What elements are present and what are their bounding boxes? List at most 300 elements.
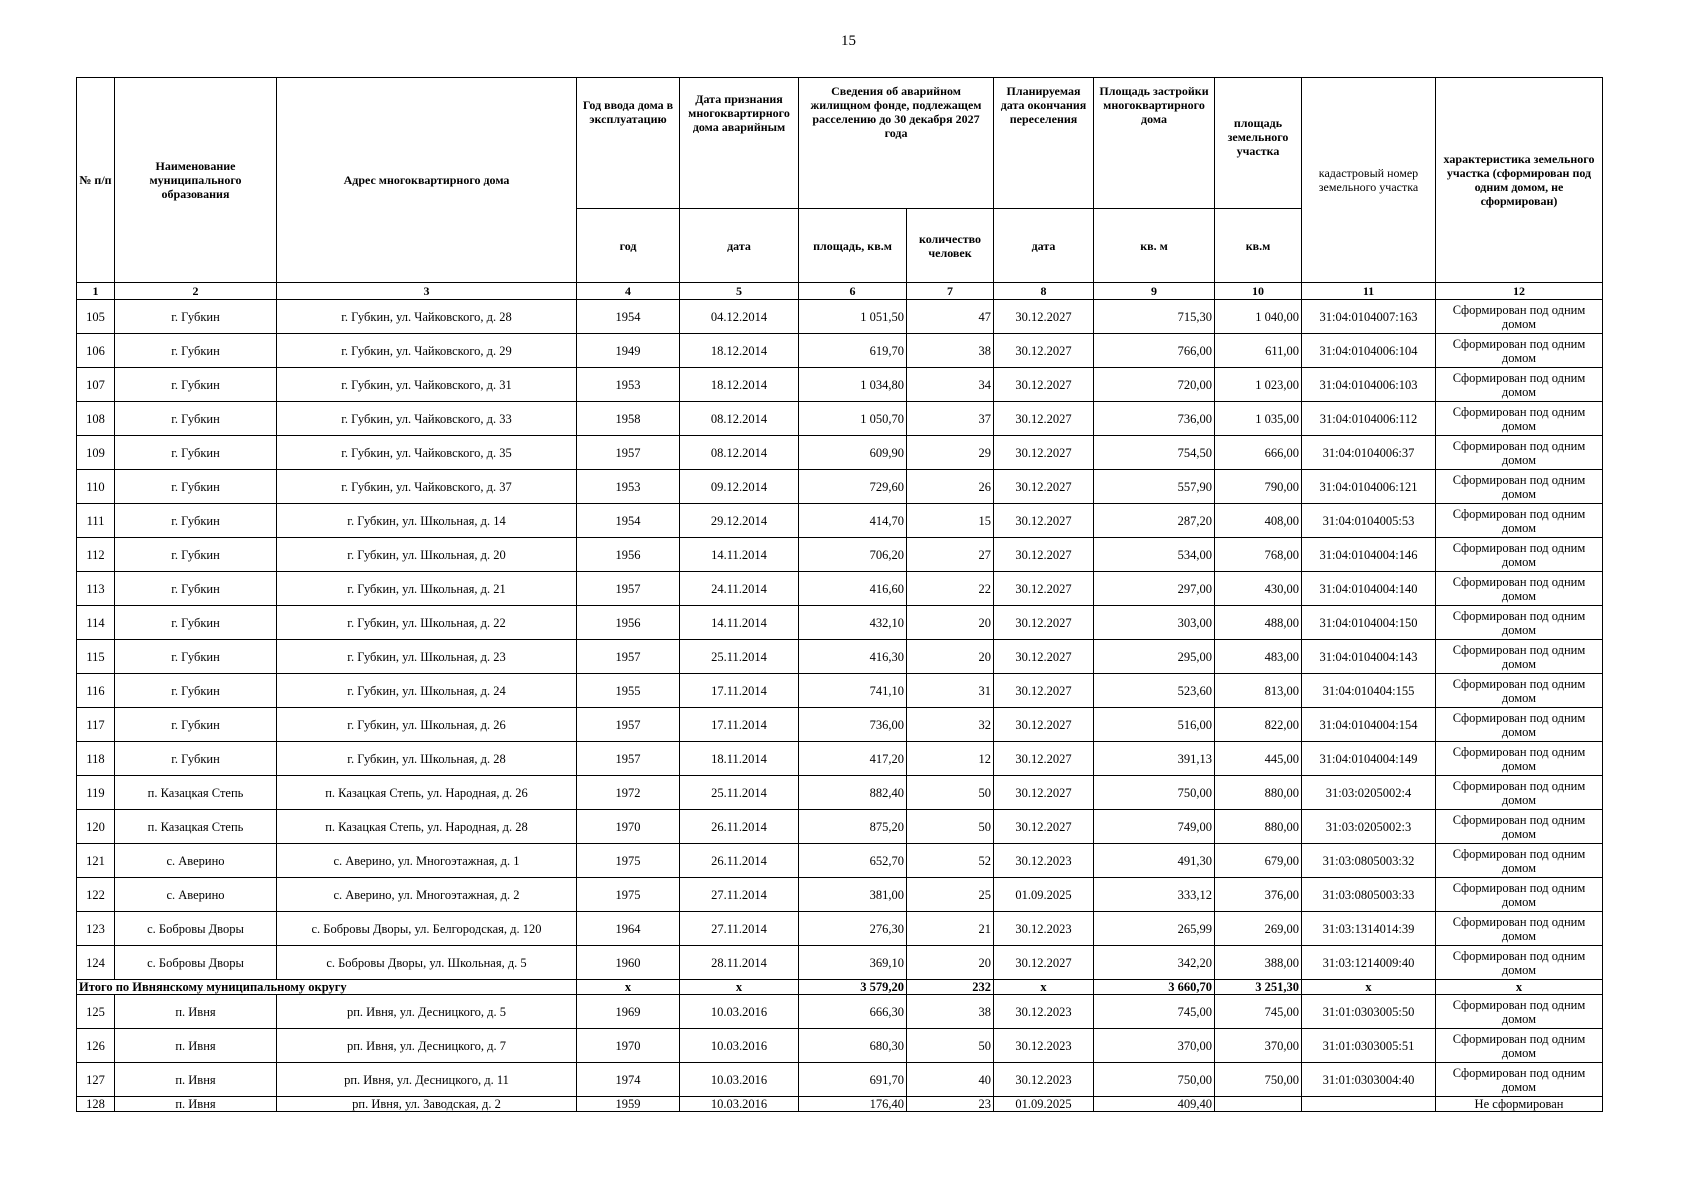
cell-no: 123 <box>77 912 115 946</box>
cell-cadastral: 31:03:0205002:3 <box>1302 810 1436 844</box>
column-number: 11 <box>1302 283 1436 300</box>
cell-building-area: 534,00 <box>1094 538 1215 572</box>
cell-land-character: Сформирован под одним домом <box>1436 1063 1603 1097</box>
cell-address: п. Казацкая Степь, ул. Народная, д. 28 <box>277 810 577 844</box>
cell-people: 40 <box>907 1063 994 1097</box>
cell-year: 1958 <box>577 402 680 436</box>
cell-recognition-date: 10.03.2016 <box>680 995 799 1029</box>
column-number: 9 <box>1094 283 1215 300</box>
cell-year: 1956 <box>577 538 680 572</box>
cell-land-character: Сформирован под одним домом <box>1436 606 1603 640</box>
cell-area: 1 034,80 <box>799 368 907 402</box>
cell-building-area: 303,00 <box>1094 606 1215 640</box>
cell-municipality: г. Губкин <box>115 368 277 402</box>
cell-people: 22 <box>907 572 994 606</box>
cell-recognition-date: 25.11.2014 <box>680 640 799 674</box>
column-number: 3 <box>277 283 577 300</box>
cell-land-area <box>1215 1097 1302 1112</box>
cell-people: 23 <box>907 1097 994 1112</box>
table-row <box>77 572 1603 606</box>
cell-no: 106 <box>77 334 115 368</box>
column-number: 1 <box>77 283 115 300</box>
table-row <box>77 674 1603 708</box>
cell-recognition-date: 10.03.2016 <box>680 1063 799 1097</box>
header-recognition-date: Дата признания многоквартирного дома аварийным <box>680 78 799 209</box>
subheader-people: количество человек <box>907 209 994 283</box>
cell-municipality: п. Ивня <box>115 995 277 1029</box>
cell-address: рп. Ивня, ул. Заводская, д. 2 <box>277 1097 577 1112</box>
cell-people: 47 <box>907 300 994 334</box>
cell-cadastral: 31:03:1214009:40 <box>1302 946 1436 980</box>
cell-address: с. Бобровы Дворы, ул. Школьная, д. 5 <box>277 946 577 980</box>
cell-area: 729,60 <box>799 470 907 504</box>
column-number: 5 <box>680 283 799 300</box>
cell-address: с. Аверино, ул. Многоэтажная, д. 1 <box>277 844 577 878</box>
cell-recognition-date: 04.12.2014 <box>680 300 799 334</box>
cell-land-character: Сформирован под одним домом <box>1436 844 1603 878</box>
cell-people: 20 <box>907 946 994 980</box>
cell-land-area: 1 035,00 <box>1215 402 1302 436</box>
cell-land-character: Сформирован под одним домом <box>1436 368 1603 402</box>
cell-recognition-date: 26.11.2014 <box>680 844 799 878</box>
header-land-area: площадь земельного участка <box>1215 78 1302 209</box>
cell-no: 125 <box>77 995 115 1029</box>
cell-cadastral: 31:04:0104004:150 <box>1302 606 1436 640</box>
cell-people: 12 <box>907 742 994 776</box>
cell-recognition-date: 10.03.2016 <box>680 1097 799 1112</box>
cell-recognition-date: 17.11.2014 <box>680 708 799 742</box>
table-last-section <box>77 1097 1603 1112</box>
cell-area: 666,30 <box>799 995 907 1029</box>
cell-cadastral: 31:04:0104004:154 <box>1302 708 1436 742</box>
cell-no: 126 <box>77 1029 115 1063</box>
table-body-section-2 <box>77 995 1603 1097</box>
cell-people: 50 <box>907 776 994 810</box>
cell-year: 1953 <box>577 368 680 402</box>
column-number: 12 <box>1436 283 1603 300</box>
cell-people: 26 <box>907 470 994 504</box>
cell-address: г. Губкин, ул. Чайковского, д. 35 <box>277 436 577 470</box>
header-year: Год ввода дома в эксплуатацию <box>577 78 680 209</box>
table-body-section-1 <box>77 300 1603 980</box>
total-year: х <box>577 980 680 995</box>
cell-building-area: 287,20 <box>1094 504 1215 538</box>
cell-address: г. Губкин, ул. Школьная, д. 14 <box>277 504 577 538</box>
cell-area: 706,20 <box>799 538 907 572</box>
cell-area: 619,70 <box>799 334 907 368</box>
subheader-planned-date: дата <box>994 209 1094 283</box>
cell-year: 1969 <box>577 995 680 1029</box>
cell-municipality: г. Губкин <box>115 538 277 572</box>
cell-municipality: п. Ивня <box>115 1097 277 1112</box>
cell-land-area: 666,00 <box>1215 436 1302 470</box>
column-number: 7 <box>907 283 994 300</box>
cell-area: 652,70 <box>799 844 907 878</box>
cell-area: 1 051,50 <box>799 300 907 334</box>
cell-planned-date: 30.12.2027 <box>994 368 1094 402</box>
cell-year: 1956 <box>577 606 680 640</box>
cell-area: 691,70 <box>799 1063 907 1097</box>
cell-cadastral: 31:01:0303005:51 <box>1302 1029 1436 1063</box>
cell-planned-date: 30.12.2027 <box>994 640 1094 674</box>
cell-land-area: 370,00 <box>1215 1029 1302 1063</box>
cell-address: г. Губкин, ул. Школьная, д. 20 <box>277 538 577 572</box>
cell-planned-date: 30.12.2027 <box>994 708 1094 742</box>
cell-no: 119 <box>77 776 115 810</box>
cell-planned-date: 30.12.2027 <box>994 300 1094 334</box>
cell-building-area: 715,30 <box>1094 300 1215 334</box>
cell-cadastral: 31:03:1314014:39 <box>1302 912 1436 946</box>
cell-area: 741,10 <box>799 674 907 708</box>
table-row <box>77 844 1603 878</box>
cell-planned-date: 30.12.2027 <box>994 572 1094 606</box>
cell-no: 127 <box>77 1063 115 1097</box>
cell-land-area: 269,00 <box>1215 912 1302 946</box>
column-number: 10 <box>1215 283 1302 300</box>
column-number: 2 <box>115 283 277 300</box>
cell-recognition-date: 09.12.2014 <box>680 470 799 504</box>
cell-cadastral: 31:04:0104004:143 <box>1302 640 1436 674</box>
cell-municipality: г. Губкин <box>115 708 277 742</box>
cell-year: 1970 <box>577 1029 680 1063</box>
cell-address: с. Бобровы Дворы, ул. Белгородская, д. 120 <box>277 912 577 946</box>
table-row <box>77 368 1603 402</box>
cell-area: 432,10 <box>799 606 907 640</box>
column-number: 4 <box>577 283 680 300</box>
table-row <box>77 504 1603 538</box>
cell-planned-date: 30.12.2027 <box>994 946 1094 980</box>
cell-land-character: Сформирован под одним домом <box>1436 504 1603 538</box>
cell-land-area: 790,00 <box>1215 470 1302 504</box>
cell-cadastral: 31:04:0104006:112 <box>1302 402 1436 436</box>
cell-cadastral: 31:04:0104006:103 <box>1302 368 1436 402</box>
cell-municipality: с. Аверино <box>115 844 277 878</box>
cell-people: 25 <box>907 878 994 912</box>
table-row <box>77 334 1603 368</box>
cell-municipality: г. Губкин <box>115 402 277 436</box>
cell-cadastral: 31:04:0104004:146 <box>1302 538 1436 572</box>
cell-planned-date: 30.12.2027 <box>994 674 1094 708</box>
cell-address: г. Губкин, ул. Чайковского, д. 31 <box>277 368 577 402</box>
cell-address: г. Губкин, ул. Чайковского, д. 29 <box>277 334 577 368</box>
cell-building-area: 370,00 <box>1094 1029 1215 1063</box>
cell-year: 1954 <box>577 300 680 334</box>
cell-people: 20 <box>907 640 994 674</box>
cell-recognition-date: 25.11.2014 <box>680 776 799 810</box>
total-cadastral: х <box>1302 980 1436 995</box>
cell-area: 1 050,70 <box>799 402 907 436</box>
cell-planned-date: 30.12.2027 <box>994 776 1094 810</box>
cell-building-area: 409,40 <box>1094 1097 1215 1112</box>
cell-area: 875,20 <box>799 810 907 844</box>
cell-no: 114 <box>77 606 115 640</box>
cell-land-area: 445,00 <box>1215 742 1302 776</box>
cell-cadastral: 31:04:0104004:149 <box>1302 742 1436 776</box>
cell-recognition-date: 27.11.2014 <box>680 878 799 912</box>
cell-year: 1954 <box>577 504 680 538</box>
cell-land-character: Сформирован под одним домом <box>1436 708 1603 742</box>
cell-area: 882,40 <box>799 776 907 810</box>
cell-planned-date: 30.12.2023 <box>994 844 1094 878</box>
table-row <box>77 810 1603 844</box>
cell-municipality: г. Губкин <box>115 674 277 708</box>
cell-cadastral: 31:04:0104007:163 <box>1302 300 1436 334</box>
cell-municipality: с. Бобровы Дворы <box>115 946 277 980</box>
cell-no: 124 <box>77 946 115 980</box>
cell-cadastral: 31:01:0303004:40 <box>1302 1063 1436 1097</box>
cell-area: 736,00 <box>799 708 907 742</box>
cell-land-character: Сформирован под одним домом <box>1436 402 1603 436</box>
total-row <box>77 980 1603 995</box>
cell-land-area: 822,00 <box>1215 708 1302 742</box>
cell-address: рп. Ивня, ул. Десницкого, д. 7 <box>277 1029 577 1063</box>
cell-planned-date: 30.12.2027 <box>994 504 1094 538</box>
cell-year: 1974 <box>577 1063 680 1097</box>
cell-planned-date: 30.12.2027 <box>994 538 1094 572</box>
cell-no: 111 <box>77 504 115 538</box>
header-emergency-fund: Сведения об аварийном жилищном фонде, подлежащем расселению до 30 декабря 2027 года <box>799 78 994 209</box>
cell-land-character: Сформирован под одним домом <box>1436 1029 1603 1063</box>
cell-building-area: 736,00 <box>1094 402 1215 436</box>
cell-recognition-date: 08.12.2014 <box>680 402 799 436</box>
table-row <box>77 1063 1603 1097</box>
cell-no: 122 <box>77 878 115 912</box>
cell-recognition-date: 08.12.2014 <box>680 436 799 470</box>
cell-cadastral: 31:03:0805003:32 <box>1302 844 1436 878</box>
cell-planned-date: 01.09.2025 <box>994 878 1094 912</box>
table-row <box>77 606 1603 640</box>
cell-no: 128 <box>77 1097 115 1112</box>
total-area: 3 579,20 <box>799 980 907 995</box>
total-character: х <box>1436 980 1603 995</box>
subheader-year: год <box>577 209 680 283</box>
subheader-date: дата <box>680 209 799 283</box>
cell-recognition-date: 29.12.2014 <box>680 504 799 538</box>
cell-address: г. Губкин, ул. Школьная, д. 21 <box>277 572 577 606</box>
cell-municipality: г. Губкин <box>115 606 277 640</box>
cell-land-area: 745,00 <box>1215 995 1302 1029</box>
cell-people: 20 <box>907 606 994 640</box>
total-planned: х <box>994 980 1094 995</box>
cell-year: 1957 <box>577 708 680 742</box>
cell-address: с. Аверино, ул. Многоэтажная, д. 2 <box>277 878 577 912</box>
cell-area: 416,30 <box>799 640 907 674</box>
header-municipality: Наименование муниципального образования <box>115 78 277 283</box>
cell-people: 21 <box>907 912 994 946</box>
cell-municipality: г. Губкин <box>115 436 277 470</box>
cell-recognition-date: 18.11.2014 <box>680 742 799 776</box>
table-row <box>77 470 1603 504</box>
table-row <box>77 1029 1603 1063</box>
cell-no: 110 <box>77 470 115 504</box>
cell-year: 1957 <box>577 640 680 674</box>
cell-municipality: г. Губкин <box>115 470 277 504</box>
cell-area: 417,20 <box>799 742 907 776</box>
cell-no: 121 <box>77 844 115 878</box>
cell-cadastral: 31:03:0805003:33 <box>1302 878 1436 912</box>
cell-area: 680,30 <box>799 1029 907 1063</box>
table-row <box>77 436 1603 470</box>
cell-land-area: 430,00 <box>1215 572 1302 606</box>
cell-recognition-date: 14.11.2014 <box>680 606 799 640</box>
cell-area: 276,30 <box>799 912 907 946</box>
table-row <box>77 640 1603 674</box>
cell-year: 1960 <box>577 946 680 980</box>
cell-address: г. Губкин, ул. Школьная, д. 28 <box>277 742 577 776</box>
cell-recognition-date: 28.11.2014 <box>680 946 799 980</box>
cell-year: 1975 <box>577 878 680 912</box>
table-row <box>77 300 1603 334</box>
cell-municipality: г. Губкин <box>115 504 277 538</box>
cell-land-character: Сформирован под одним домом <box>1436 334 1603 368</box>
cell-year: 1957 <box>577 572 680 606</box>
cell-people: 50 <box>907 810 994 844</box>
cell-cadastral: 31:04:0104006:37 <box>1302 436 1436 470</box>
cell-no: 108 <box>77 402 115 436</box>
cell-land-character: Сформирован под одним домом <box>1436 810 1603 844</box>
cell-cadastral: 31:01:0303005:50 <box>1302 995 1436 1029</box>
table-row <box>77 912 1603 946</box>
cell-area: 416,60 <box>799 572 907 606</box>
cell-land-character: Сформирован под одним домом <box>1436 436 1603 470</box>
cell-building-area: 342,20 <box>1094 946 1215 980</box>
cell-municipality: п. Ивня <box>115 1063 277 1097</box>
cell-building-area: 265,99 <box>1094 912 1215 946</box>
subheader-area: площадь, кв.м <box>799 209 907 283</box>
cell-year: 1972 <box>577 776 680 810</box>
cell-planned-date: 30.12.2027 <box>994 436 1094 470</box>
cell-no: 109 <box>77 436 115 470</box>
cell-people: 32 <box>907 708 994 742</box>
cell-land-area: 768,00 <box>1215 538 1302 572</box>
cell-people: 34 <box>907 368 994 402</box>
cell-building-area: 523,60 <box>1094 674 1215 708</box>
cell-no: 116 <box>77 674 115 708</box>
cell-year: 1975 <box>577 844 680 878</box>
cell-area: 414,70 <box>799 504 907 538</box>
cell-building-area: 297,00 <box>1094 572 1215 606</box>
total-people: 232 <box>907 980 994 995</box>
cell-building-area: 516,00 <box>1094 708 1215 742</box>
cell-building-area: 750,00 <box>1094 1063 1215 1097</box>
cell-land-area: 388,00 <box>1215 946 1302 980</box>
cell-people: 27 <box>907 538 994 572</box>
total-land-area: 3 251,30 <box>1215 980 1302 995</box>
cell-planned-date: 30.12.2023 <box>994 1063 1094 1097</box>
cell-planned-date: 30.12.2023 <box>994 912 1094 946</box>
cell-building-area: 754,50 <box>1094 436 1215 470</box>
cell-land-character: Сформирован под одним домом <box>1436 912 1603 946</box>
cell-land-character: Сформирован под одним домом <box>1436 640 1603 674</box>
cell-recognition-date: 27.11.2014 <box>680 912 799 946</box>
cell-address: рп. Ивня, ул. Десницкого, д. 11 <box>277 1063 577 1097</box>
header-planned-date: Планируемая дата окончания переселения <box>994 78 1094 209</box>
cell-people: 29 <box>907 436 994 470</box>
cell-recognition-date: 24.11.2014 <box>680 572 799 606</box>
cell-land-area: 488,00 <box>1215 606 1302 640</box>
cell-area: 369,10 <box>799 946 907 980</box>
cell-people: 31 <box>907 674 994 708</box>
cell-address: г. Губкин, ул. Школьная, д. 23 <box>277 640 577 674</box>
cell-municipality: г. Губкин <box>115 300 277 334</box>
cell-cadastral: 31:03:0205002:4 <box>1302 776 1436 810</box>
cell-planned-date: 01.09.2025 <box>994 1097 1094 1112</box>
total-building-area: 3 660,70 <box>1094 980 1215 995</box>
cell-area: 176,40 <box>799 1097 907 1112</box>
header-land-character: характеристика земельного участка (сформирован под одним домом, не сформирован) <box>1436 78 1603 283</box>
cell-address: г. Губкин, ул. Школьная, д. 26 <box>277 708 577 742</box>
cell-municipality: г. Губкин <box>115 334 277 368</box>
cell-land-area: 483,00 <box>1215 640 1302 674</box>
cell-area: 609,90 <box>799 436 907 470</box>
table-row <box>77 708 1603 742</box>
cell-municipality: п. Ивня <box>115 1029 277 1063</box>
cell-cadastral: 31:04:0104006:104 <box>1302 334 1436 368</box>
cell-people: 50 <box>907 1029 994 1063</box>
cell-municipality: п. Казацкая Степь <box>115 776 277 810</box>
total-label: Итого по Ивнянскому муниципальному округу <box>77 980 577 995</box>
subheader-building-area: кв. м <box>1094 209 1215 283</box>
cell-recognition-date: 18.12.2014 <box>680 368 799 402</box>
cell-address: г. Губкин, ул. Школьная, д. 22 <box>277 606 577 640</box>
cell-no: 117 <box>77 708 115 742</box>
cell-building-area: 720,00 <box>1094 368 1215 402</box>
housing-table <box>76 77 1603 1112</box>
table-total-section <box>77 980 1603 995</box>
cell-recognition-date: 18.12.2014 <box>680 334 799 368</box>
cell-no: 107 <box>77 368 115 402</box>
cell-people: 15 <box>907 504 994 538</box>
cell-planned-date: 30.12.2027 <box>994 402 1094 436</box>
cell-building-area: 750,00 <box>1094 776 1215 810</box>
cell-municipality: п. Казацкая Степь <box>115 810 277 844</box>
cell-planned-date: 30.12.2023 <box>994 995 1094 1029</box>
header-building-area: Площадь застройки многоквартирного дома <box>1094 78 1215 209</box>
cell-cadastral: 31:04:0104006:121 <box>1302 470 1436 504</box>
cell-cadastral: 31:04:010404:155 <box>1302 674 1436 708</box>
cell-land-area: 813,00 <box>1215 674 1302 708</box>
cell-land-character: Сформирован под одним домом <box>1436 776 1603 810</box>
cell-recognition-date: 10.03.2016 <box>680 1029 799 1063</box>
cell-cadastral <box>1302 1097 1436 1112</box>
cell-municipality: с. Бобровы Дворы <box>115 912 277 946</box>
cell-people: 37 <box>907 402 994 436</box>
cell-building-area: 766,00 <box>1094 334 1215 368</box>
cell-building-area: 745,00 <box>1094 995 1215 1029</box>
table-row <box>77 742 1603 776</box>
table-row <box>77 1097 1603 1112</box>
cell-land-area: 1 040,00 <box>1215 300 1302 334</box>
cell-planned-date: 30.12.2027 <box>994 742 1094 776</box>
cell-planned-date: 30.12.2027 <box>994 334 1094 368</box>
cell-land-character: Не сформирован <box>1436 1097 1603 1112</box>
cell-land-area: 376,00 <box>1215 878 1302 912</box>
cell-land-area: 408,00 <box>1215 504 1302 538</box>
cell-address: г. Губкин, ул. Чайковского, д. 37 <box>277 470 577 504</box>
cell-building-area: 557,90 <box>1094 470 1215 504</box>
cell-building-area: 333,12 <box>1094 878 1215 912</box>
cell-municipality: с. Аверино <box>115 878 277 912</box>
cell-address: г. Губкин, ул. Школьная, д. 24 <box>277 674 577 708</box>
cell-recognition-date: 14.11.2014 <box>680 538 799 572</box>
cell-year: 1970 <box>577 810 680 844</box>
table-row <box>77 402 1603 436</box>
cell-cadastral: 31:04:0104004:140 <box>1302 572 1436 606</box>
cell-year: 1964 <box>577 912 680 946</box>
cell-planned-date: 30.12.2027 <box>994 810 1094 844</box>
table-row <box>77 878 1603 912</box>
cell-people: 38 <box>907 995 994 1029</box>
